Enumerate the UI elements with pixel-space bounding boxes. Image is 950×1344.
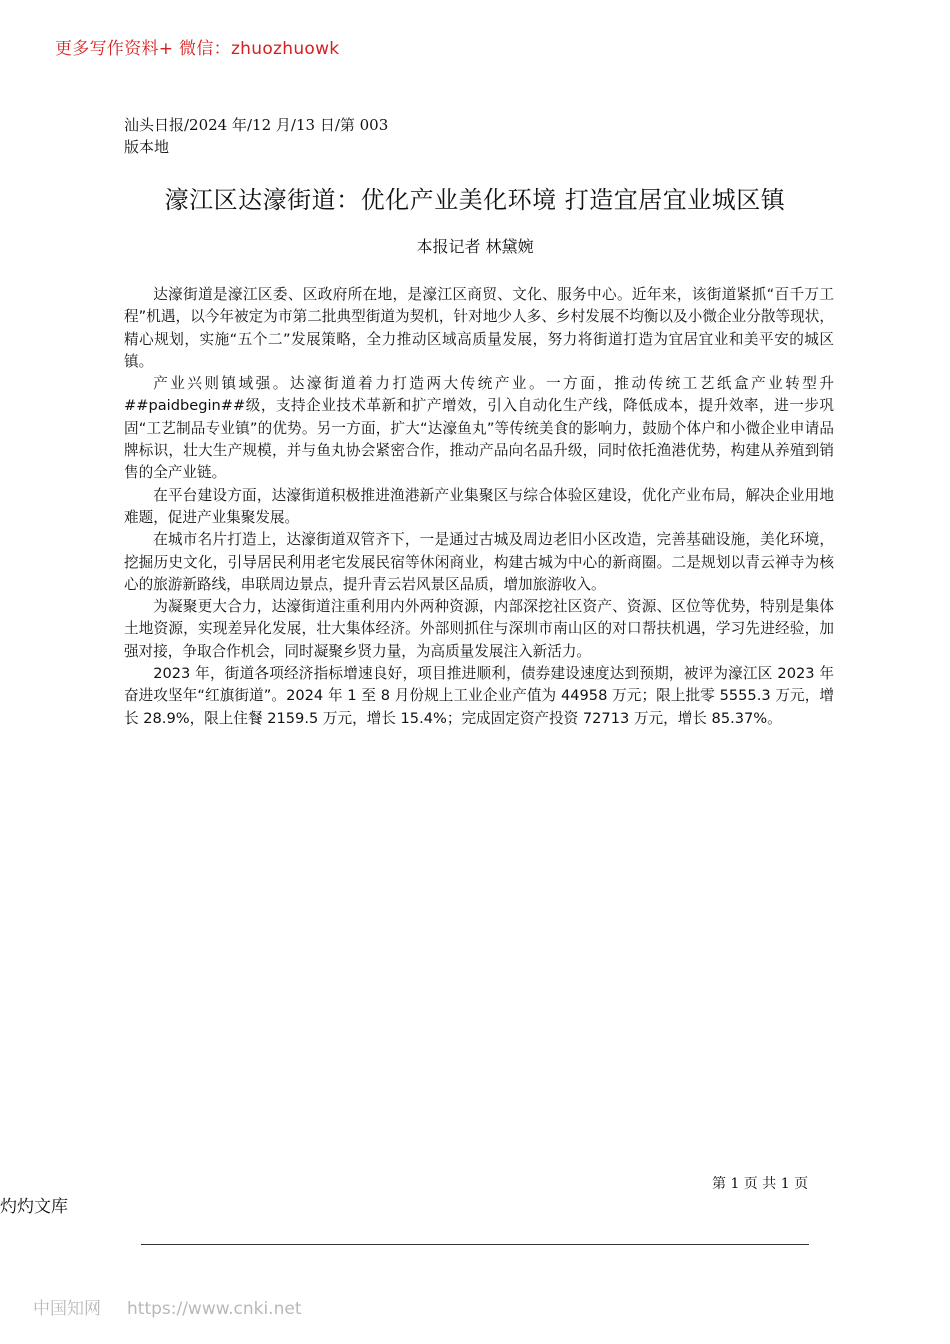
library-watermark: 灼灼文库 [0, 1197, 68, 1217]
article-paragraph-3: 在平台建设方面，达濠街道积极推进渔港新产业集聚区与综合体验区建设，优化产业布局，解决企业用地难题，促进产业集聚发展。 [124, 486, 834, 526]
source-line-2: 版本地 [124, 138, 170, 156]
article-paragraph-6: 2023 年，街道各项经济指标增速良好，项目推进顺利，债券建设速度达到预期，被评为濠江区 2023 年奋进攻坚年“红旗街道”。2024 年 1 至 8 月份规上工业企业产值为 44958 万元；限上批零 5555.3 万元，增长 28.9%，限上住餐 2159.5 万元，增长 15.4%；完成固定资产投资 72713 万元，增长 85.37%。 [124, 665, 834, 727]
cnki-url: https://www.cnki.net [127, 1299, 302, 1319]
article-title: 濠江区达濠街道：优化产业美化环境 打造宜居宜业城区镇 [164, 186, 786, 214]
cnki-watermark [33, 1294, 301, 1319]
cnki-name: 中国知网 [33, 1299, 101, 1319]
article-paragraph-2: 产业兴则镇域强。达濠街道着力打造两大传统产业。一方面，推动传统工艺纸盒产业转型升##paidbegin##级，支持企业技术革新和扩产增效，引入自动化生产线，降低成本，提升效率，进一步巩固“工艺制品专业镇”的优势。另一方面，扩大“达濠鱼丸”等传统美食的影响力，鼓励个体户和小微企业申请品牌标识，壮大生产规模，并与鱼丸协会紧密合作，推动产品向名品升级，同时依托渔港优势，构建从养殖到销售的全产业链。 [124, 375, 834, 482]
page-number: 第 1 页 共 1 页 [712, 1176, 809, 1192]
promo-link[interactable]: 更多写作资料+ 微信：zhuozhuowk [55, 39, 340, 59]
source-line-1: 汕头日报/2024 年/12 月/13 日/第 003 [124, 116, 389, 134]
article-paragraph-4: 在城市名片打造上，达濠街道双管齐下，一是通过古城及周边老旧小区改造，完善基础设施，美化环境，挖掘历史文化，引导居民利用老宅发展民宿等休闲商业，构建古城为中心的新商圈。二是规划以青云禅寺为核心的旅游新路线，串联周边景点，提升青云岩风景区品质，增加旅游收入。 [124, 531, 834, 593]
article-paragraph-1: 达濠街道是濠江区委、区政府所在地，是濠江区商贸、文化、服务中心。近年来，该街道紧抓“百千万工程”机遇，以今年被定为市第二批典型街道为契机，针对地少人多、乡村发展不均衡以及小微企业分散等现状，精心规划，实施“五个二”发展策略，全力推动区域高质量发展，努力将街道打造为宜居宜业和美平安的城区镇。 [124, 286, 834, 370]
footer-divider [141, 1244, 809, 1245]
article-body [124, 284, 834, 730]
article-byline: 本报记者 林黛婉 [416, 237, 534, 256]
article-paragraph-5: 为凝聚更大合力，达濠街道注重利用内外两种资源，内部深挖社区资产、资源、区位等优势，特别是集体土地资源，实现差异化发展，壮大集体经济。外部则抓住与深圳市南山区的对口帮扶机遇，学习先进经验，加强对接，争取合作机会，同时凝聚乡贤力量，为高质量发展注入新活力。 [124, 598, 834, 660]
